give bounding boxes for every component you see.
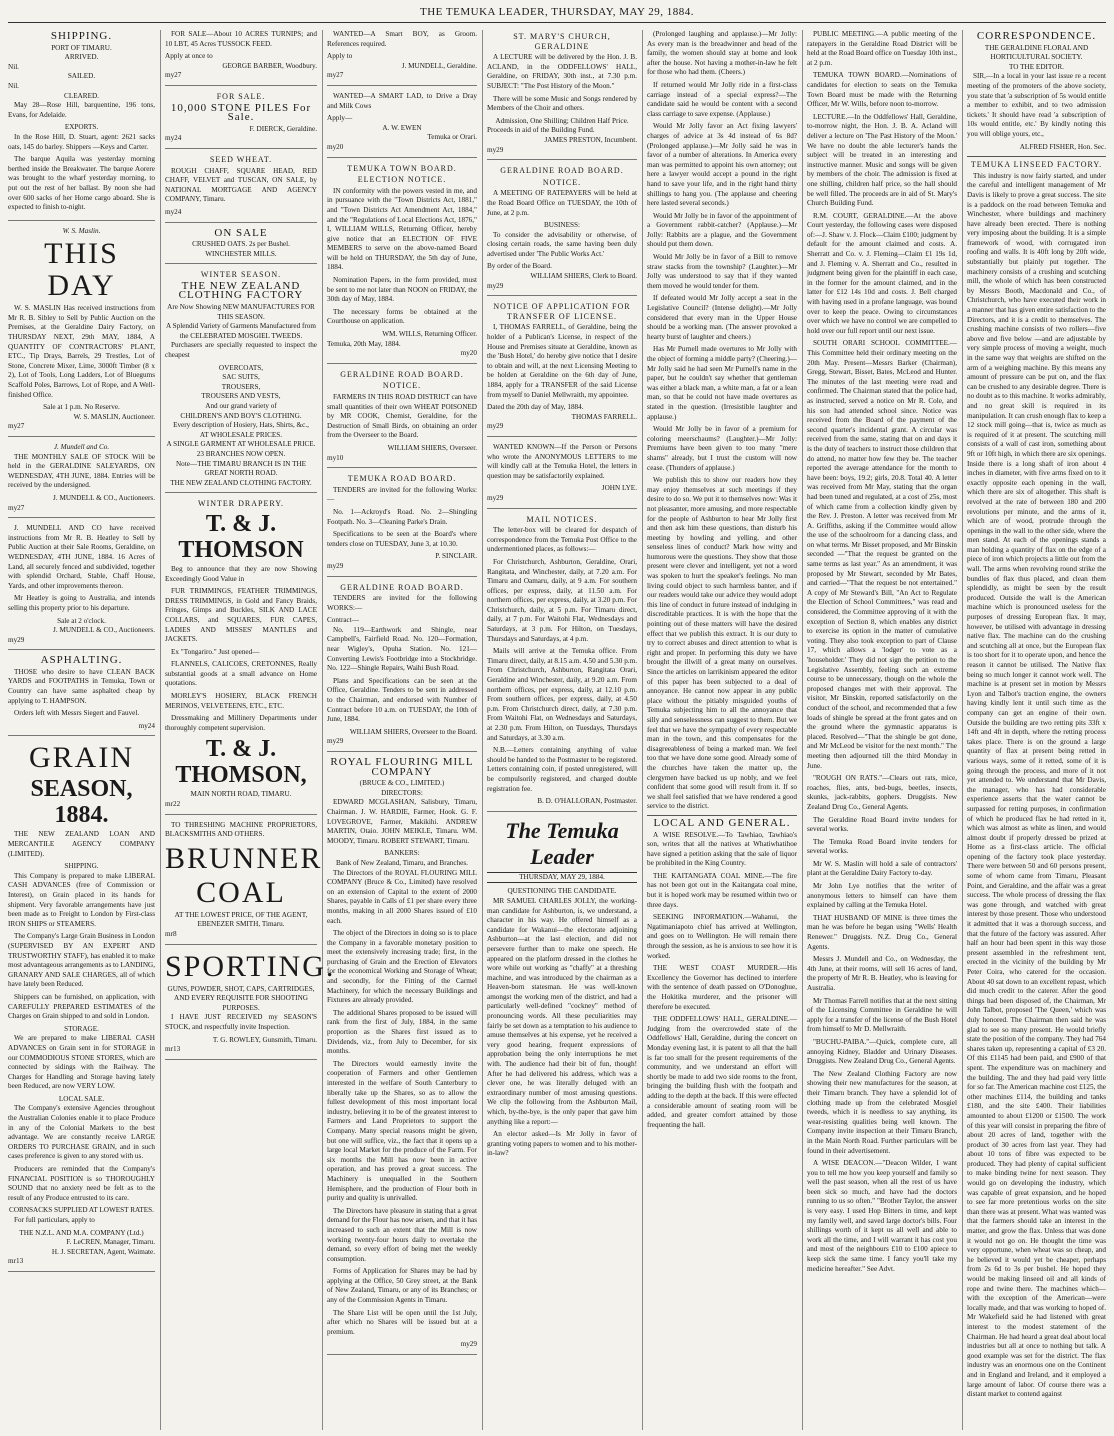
mail-list: For Christchurch, Ashburton, Geraldine, Orari, Rangitata, and Winchester, daily, at 7.20 a.m. For Timaru and Oamaru, daily, at 9 a.m. For southern offices, per express, daily, at 11.50 a.m. For northern offices, per express, daily, at 3.20 p.m. For Christchurch, daily, at 5 p.m. For Timaru direct, daily, at 7 p.m. For Waitohi Flat, Wednesdays and Saturdays, at 3 p.m. For Hilton, on Tuesdays, Thursdays and Saturdays, at 4 p.m.: [487, 557, 637, 643]
asphalting-heading: ASPHALTING.: [40, 654, 123, 667]
column-rule: [322, 30, 323, 1430]
thomson-items-2: FLANNELS, CALICOES, CRETONNES, Really substantial goods at a small advance on Home quotations.: [165, 660, 317, 688]
royal-text-6: Forms of Application for Shares may be had by applying at the Office, 50 Grey street, at the Bank of New Zealand, Timaru, or any of its Branches; or any of the Commission Agents in Timaru.: [327, 1267, 477, 1305]
postmaster-name: B. D. O'HALLORAN, Postmaster.: [537, 797, 637, 806]
purchasers-text: Purchasers are specially requested to inspect the cheapest: [165, 341, 317, 360]
storage-heading: STORAGE.: [64, 1024, 99, 1033]
clothing-factory-heading: THE NEW ZEALAND CLOTHING FACTORY: [178, 279, 304, 302]
tenders-text: TENDERS are invited for the following Works:—: [327, 485, 477, 504]
mundell-name: J. MUNDELL & CO., Auctioneers.: [53, 493, 155, 502]
tender-items: No. 1—Ackroyd's Road. No. 2—Shingling Footpath. No. 3—Cleaning Parke's Drain.: [327, 507, 477, 526]
royal-text-5: The Directors have pleasure in stating that a great demand for the Flour has now arisen, and that it has increased to such an extent that the Mill is now working twenty-four hours daily to overtake the demand, so every effort of being met the weekly consumption.: [327, 1206, 477, 1263]
crushed-oats-ad: [165, 226, 317, 265]
sale-time: Sale at 2 o'clock.: [57, 616, 106, 625]
geraldine-road-board-heading: GERALDINE ROAD BOARD.: [340, 582, 464, 592]
farrell-date: Dated the 20th day of May, 1884.: [487, 403, 584, 412]
music-text: There will be some Music and Songs rendered by Members of the Choir and others.: [487, 94, 637, 113]
local-general-heading: LOCAL AND GENERAL.: [647, 815, 797, 829]
thomson-heading-2: T. & J. THOMSON,: [175, 736, 307, 789]
maslin-signature: W. S. Maslin.: [62, 226, 101, 235]
editorial-cont-5: Would Mr Jolly be in favor of a Bill to remove straw stacks from the township? (Laughter.)—Mr Jolly was understood to say that if they wanted them moved he would tender for them.: [647, 253, 797, 290]
linseed-text: This industry is now fairly started, and under the careful and intelligent management of Mr Davis is likely to prove a great success. The site is a paddock on the road between Temuka and Winchester, where buildings and machinery have already been erected. There is nothing very imposing about the building. It is a simple framework of wood, with corrugated iron roofing and walls. It is 40ft long by 20ft wide, substantially but plainly put together. The machinery consists of a crushing and scutching mill, the whole of which has been constructed by Messrs Booth, Macdonald and Co., of Christchurch, who have executed their work in a manner that has given entire satisfaction to the Directors, and it is a credit to themselves. The crushing machine consists of two rollers—five above and five below —and are adjustable by very simple process of moving a weight, much in the same way that weights are shifted on the arm of a weighing machine. By this means any amount of pressure can be put on, and the flax can be crushed to any desirable degree. There is no doubt as to this machine. It works admirably, and no great skill is required in its manipulation. It can crush enough flax to keep a 12 stock mill going—that is, twice as much as is required of it at present. The scutching mill consists of a wall of cast iron, something about 9ft or 10ft high, in which there are six openings. Inside there is a long shaft of iron about 4 inches in diameter, with five arms fixed on to it exactly opposite each opening in the wall, which there are six of altogether. This shaft is revolved at the rate of between 180 and 200 revolutions per minute, and the arms of it, which are of wood, protrude through the openings in the wall to the other side, where the men stand. At each of the openings stands a man holding a quantity of flax on the edge of a piece of iron which projects a little out from the wall. The arms when revolving round strike the bundles of flax thus placed, and clean them splendidly, as might be seen by the result produced. Outside the wall is the American machine which is pronounced useless for the purposes of dressing European flax. It may, however, be utilised with advantage in dressing native flax. The machine can do the crushing and scutching all at once, but the European flax is too short for it to operate upon, and hence the reason it cannot be utilised. The Native flax being so much longer it cannot work well. The machine is at present set in motion by Messrs Lyon and Talbot's traction engine, the owners having kindly lent it until such time as the company can get an engine of their own. Outside the building are two retting pits 33ft x 14ft and 4ft in depth, where the retting process takes place. There is on the ground a large quantity of flax at present being retted in various ways, some of it retted, some of it is going through the process, and more of it not yet attended to. We understand that Mr Davis, the manager, who has had considerable experience asserts that the water cannot be surpassed for retting purposes, in confirmation of which he produced flax he had retted in it, which was almost as white as linen, and would almost doubt if properly dressed be prized at Home as a first-class article. The official opening of the factory took place yesterday. There were between 50 and 60 persons present, some of whom came from Timaru, Pleasant Point, and Geraldine, and the affair was a great success. The whole process of dressing the flax was gone through, and watched with great interest by those present. Those who understood it admitted that it was a thorough success, and that the future of the factory was assured. After half an hour had been spent in this way those present assembled in the refreshment tent, erected in the vicinity of the building by Mr Peter Coira, who catered for the occasion. About 40 sat down to an excellent repast, which did much credit to the caterer. After the good things had been disposed of, the Chairman, Mr John Talbot, proposed 'The Queen,' which was duly honored. The Chairman then said he was glad to see so many present. He would briefly state the position of the company. They had 764 shares taken up, representing a capital of £3 20. Of this £1145 had been paid, and £900 of that spent. The expenditure was on machinery and the building. The and they had paid very little for so far. The American machine cost £125, the other machines £114, the building and tanks £180, and the site £400. Their liabilities amounted to about £1200 or £1500. The work of this year will consist in preparing the fibre of about 20 acres of land, together with the product of 30 acres from last year. They had about 10 tons of fibre was expected to be produced. They had plenty of capital sufficient to make binding twine for next season. They would go on developing the industry, which was capable of great expansion, and he hoped to see far more pretentious works on the site than there was at present. What was wanted was that the farmers should take an interest in the matter, and grow the flax. Unless that was done it would not go on. He thought the time was very opportune, when wheat was so cheap, and he believed it would yet be cheaper, perhaps from 2s 6d to 3s per bushel. He hoped they would be making linseed oil and all kinds of rope and twine there. The machines which—with the exception of the American—were locally made, and that was working to hoped of. Mr Wakefield said he had listened with great interest to the modest statement of the Chairman. He had heard a great deal about local industries but all at once to nothing but talk. A good example was set for the district. The flax industry was an enormous one on the Continent and in England and Ireland, and it employed a large amount of labor. Of course there was a distant market to contend against: [967, 171, 1106, 1399]
wills-date: Temuka, 20th May, 1884.: [327, 339, 401, 348]
stone-piles-text: 10,000 STONE PILES For Sale.: [170, 101, 312, 124]
sac-suits: SAC SUITS,: [222, 373, 260, 382]
exports-text: In the Rose Hill, D. Stuart, agent: 2621 sacks oats, 145 do barley. Shippers —Keys and Carter.: [8, 132, 155, 151]
local-sale-heading: LOCAL SALE.: [58, 1094, 105, 1103]
for-sale-heading: FOR SALE.: [216, 91, 266, 101]
shipping-text-2: The Company's Large Grain Business in London (SUPERVISED BY AN EXPERT AND TRUSTWORTHY STAFF), has enabled it to make most advantageous arrangements as to LANDING, GRANARY AND SALE CHARGES, all of which have lately been Reduced.: [8, 932, 155, 989]
column-7: [967, 30, 1106, 1430]
business-text: To consider the advisability or otherwise, of closing certain roads, the same having been duly advertised under 'The Public Works Act.': [487, 230, 637, 258]
season-heading: SEASON, 1884.: [30, 776, 133, 829]
road-board-heading: GERALDINE ROAD BOARD.: [340, 369, 464, 379]
local-item: Messrs J. Mundell and Co., on Wednesday, the 4th June, at their rooms, will sell 16 acres of land, the property of Mr R. B. Heatley, who is leaving for Australia.: [807, 955, 957, 992]
lye-name: JOHN LYE.: [601, 484, 637, 493]
tenders-text-2: TENDERS are invited for the following WORKS:—: [327, 594, 477, 612]
local-item: The New Zealand Clothing Factory are now showing their new manufactures for the season, at their Timaru branch. They have a splendid lot of clothing made up from the celebrated Mosgiel tweeds, which it is needless to say anything, its wear-resisting qualities being well known. The Company invite inspection at their Timaru Branch, in the Main North Road. Further particulars will be found in their advertisement.: [807, 1069, 957, 1155]
admission-text: Admission, One Shilling; Children Half Price.: [495, 116, 629, 125]
trousers-vests: TROUSERS AND VESTS,: [201, 392, 281, 401]
farrell-text: I, THOMAS FARRELL, of Geraldine, being the holder of a Publican's License, in respect of the House and Premises situate at Geraldine, known as the 'Bush Hotel,' do hereby give notice that I desire to obtain and will, at the next Licensing Meeting to be holden at Geraldine on the 6th day of June, 1884, apply for a TRANSFER of the said License from myself to Daniel Mellwraith, my appointee.: [487, 323, 637, 399]
stone-piles-ad: [165, 92, 317, 149]
mundell-land-ad: [8, 524, 155, 650]
mail-notices: [487, 515, 637, 812]
overcoats: OVERCOATS,: [218, 363, 264, 372]
bank-name: Bank of New Zealand, Timaru, and Branches.: [336, 858, 468, 867]
monthly-sale-text: THE MONTHLY SALE OF STOCK Will be held in the GERALDINE SALEYARDS, ON WEDNESDAY, 4TH JUNE, 1884. Entries will be received by the undersigned.: [8, 452, 155, 490]
road-board-heading: GERALDINE ROAD BOARD.: [500, 166, 624, 176]
column-rule: [642, 30, 643, 1430]
linseed-heading: TEMUKA LINSEED FACTORY.: [967, 156, 1106, 170]
hosiery-line: Every description of Hosiery, Hats, Shirts, &c.,: [173, 421, 309, 430]
ad-code: my27: [327, 71, 344, 80]
column-4: [487, 30, 637, 1430]
heatley-text: Mr Heatley is going to Australia, and intends selling this property prior to his departure.: [8, 594, 155, 612]
royal-flouring-ad: [327, 758, 477, 1355]
wanted-lad-text: WANTED—A SMART LAD, to Drive a Dray and Milk Cows: [327, 91, 477, 110]
childrens-clothing: CHILDREN'S AND BOY'S CLOTHING.: [180, 411, 302, 420]
port-heading: PORT OF TIMARU.: [51, 43, 112, 52]
barque-text: The barque Aquila was yesterday morning berthed inside the Breakwater. The barque Aorere was brought to the wharf yesterday morning, to put out the rest of her ballast. By noon she had over 600 sacks of her Home cargo aboard. She is expected to finish to-night.: [8, 155, 155, 212]
barber-ad: [165, 30, 317, 86]
column-rule: [962, 30, 963, 1430]
shiers-name: WILLIAM SHIERS, Clerk to Board.: [530, 272, 637, 281]
ad-code: my10: [327, 453, 344, 462]
ad-code: mr22: [165, 800, 181, 809]
local-item: "BUCHU-PAIBA."—Quick, complete cure, all annoying Kidney, Bladder and Urinary Diseases. Druggists. New Zealand Drug Co., General Agents.: [807, 1037, 957, 1066]
asphalting-text: THOSE who desire to have CLEAN BACK YARDS and FOOTPATHS in Temuka, Town or Country can have same asphalted cheap by applying to T. HAMPSON.: [8, 667, 155, 705]
farrell-name: THOMAS FARRELL.: [571, 412, 637, 421]
royal-text-3: The additional Shares proposed to be issued will rank from the first of July, 1884, in the same proportion as the Shares first issued as to Dividends, viz., from July to December, for six months.: [327, 1008, 477, 1056]
mundell-stock-ad: [8, 443, 155, 518]
thomson-heading: T. & J. THOMSON: [178, 510, 304, 563]
ad-code: mr13: [8, 1257, 24, 1266]
shiers-name-2: WILLIAM SHIERS, Overseer to the Board.: [349, 727, 477, 736]
shipping-section: [8, 32, 155, 221]
clothing-factory-signature: THE NEW ZEALAND CLOTHING FACTORY.: [170, 478, 312, 487]
brunner-coal-ad: [165, 820, 323, 945]
local-item-4: THE WEST COAST MURDER.—His Excellency the Governor has declined to interfere with the sentence of death passed on O'Donoghue, the Hokitika murderer, and the prisoner will therefore be executed.: [647, 964, 797, 1011]
column-rule: [160, 30, 161, 1430]
lecture-text: A LECTURE will be delivered by the Hon. J. B. ACLAND, in the ODDFELLOWS' HALL, Geraldine, on FRIDAY, 30th inst., at 7.30 p.m. SUBJECT: "The Post History of the Moon.": [487, 53, 637, 90]
royal-text-4: The Directors would earnestly invite the cooperation of Farmers and other Gentlemen interested in the welfare of South Canterbury to liberally take up the Shares, so as to allow the fullest development of this most important local industry, believing it to be of the greatest interest to Farmers and Land Proprietors to support the Company. Many special reasons might be given, but one will suffice, viz., the fact that it opens up a large local Market for the produce of the Farm. For six months the Mill has now been in active operation, and has proved a great success. The Machinery is unequalled in the Southern Hemisphere, and the production of Flour both in purity and quality is unrivalled.: [327, 1059, 477, 1203]
lowest-price: AT THE LOWEST PRICE, OF THE AGENT,: [174, 910, 308, 919]
mundell-name: J. MUNDELL & CO., Auctioneers.: [53, 626, 155, 635]
agent-name: H. J. SECRETAN, Agent, Waimate.: [51, 1247, 155, 1256]
grand-variety: And our grand variety of: [205, 402, 277, 410]
sinclair-name: P. SINCLAIR.: [435, 552, 477, 561]
local-item: A WISE DEACON.—"Deacon Wilder, I want you to tell me how you keep yourself and family so well the past season, when all the rest of us have been sick so much, and have had the doctors running to us so often." "Brother Taylor, the answer is very easy. I used Hop Bitters in time, and kept my family well, and saved large doctor's bills. Four shillings worth of it kept us all well and able to work all the time, and I will warrant it has cost you and most of the neighbours £10 to £100 apiece to keep sick the same time. I fancy you'll take my medicine hereafter." See Advt.: [807, 1159, 957, 1273]
temuka-tenders-ad: [327, 474, 477, 576]
royal-text: The Directors of the ROYAL FLOURING MILL COMPANY (Bruce & Co., Limited) have resolved on an extension of Capital to the extent of 2000 Shares, payable in Calls of £1 per share every three months, making in all 2000 Shares issued of £10 each.: [327, 868, 477, 925]
ad-code: my27: [165, 71, 182, 80]
newspaper-title: The Temuka Leader: [505, 817, 619, 869]
shipping-heading: SHIPPING.: [50, 30, 113, 42]
royal-flouring-heading: ROYAL FLOURING MILL COMPANY: [330, 756, 474, 778]
seed-wheat-heading: SEED WHEAT.: [209, 154, 273, 164]
local-item: Mr W. S. Maslin will hold a sale of contractors' plant at the Geraldine Dairy Factory to-day.: [807, 859, 957, 878]
ad-code: my29: [8, 635, 25, 644]
winter-drapery-heading: WINTER DRAPERY.: [198, 499, 284, 509]
ad-code: my29: [487, 145, 504, 154]
ewen-name: A. W. EWEN: [382, 123, 422, 132]
column-rule: [482, 30, 483, 1430]
royal-text-7: The Share List will be open until the 1st July, after which no Shares will be issued but at a premium.: [327, 1308, 477, 1336]
editorial-cont-3: Would Mr Jolly favor an Act fixing lawyers' charges of advice at 3s 4d instead of 6s 8d? (Prolonged applause.)—Mr Jolly said he was in favor of a number of alterations. In America every man was permitted to appoint his own attorney; out here a lawyer would accept a pound in the right hand to save your life, and in the right hand thirty shillings to hang you. (The applause and cheering here lasted several seconds.): [647, 122, 797, 208]
meeting-text: A MEETING OF RATEPAYERS will be held at the Road Board Office on TUESDAY, the 10th of June, at 2 p.m.: [487, 189, 637, 217]
ad-code: mr8: [165, 930, 177, 938]
notice-heading: NOTICE.: [542, 177, 582, 187]
royal-sub: (BRUCE & CO., LIMITED.): [359, 779, 445, 788]
mail-text: The letter-box will be cleared for despatch of correspondence from the Temuka Post Office to the undermentioned places, as follows:—: [487, 526, 637, 554]
temuka-road-board-heading: TEMUKA ROAD BOARD.: [347, 474, 457, 484]
winchester-mills: WINCHESTER MILLS.: [205, 249, 277, 258]
local-item-2: THE KAITANGATA COAL MINE.—The fire has not been got out in the Kaitangata coal mine, but it is hoped work may be resumed within two or three days.: [647, 871, 797, 909]
storage-text: We are prepared to make LIBERAL CASH ADVANCES on Grain sent in for STORAGE in our COMMODIOUS STONE STORES, which are connected by sidings with the Railway. The Charges for Handling and Storage having lately been Reduced, are now VERY LOW.: [8, 1034, 155, 1091]
ad-code: my29: [460, 1340, 477, 1349]
local-item-5: THE ODDFELLOWS' HALL, GERALDINE.—Judging from the overcrowded state of the Oddfellows' Hall, Geraldine, during the concert on Monday evening last, it is patent to all that the hall is far too small for the present requirements of the community, and we understand an effort will shortly be made to add two side rooms to the front, bringing the building flush with the footpath and adding to the depth at the back. If this were effected a considerable amount of seating room will be added, and greater comfort attained by those frequenting the hall.: [647, 1015, 797, 1129]
crushed-oats-text: CRUSHED OATS. 2s per Bushel.: [192, 240, 290, 249]
tender2-spec: Plans and Specifications can be seen at the Office, Geraldine. Tenders to be sent in addressed to the Chairman, and endorsed with Number of Contract before 10 a.m. on TUESDAY, the 10th of June, 1884.: [327, 676, 477, 724]
local-item: PUBLIC MEETING.—A public meeting of the ratepayers in the Geraldine Road District will be held at the Road Board office on Tuesday 10th inst., at 2 p.m.: [807, 30, 957, 67]
mail-heading: MAIL NOTICES.: [526, 514, 598, 524]
ad-code: my29: [487, 281, 504, 290]
editorial-text: MR SAMUEL CHARLES JOLLY, the working-man candidate for Ashburton, is, we understand, a character in his way. He offered himself as a candidate for Wakanui—the electorate adjoining Ashburton—at the last election, and did not persevere further than to make one speech. He appeared on the platform dressed in the clothes he wore while out working as "chaffy" at a threshing machine, and was introduced by the chairman as a Heaven-born statesman. He was well-known amongst the working men of the district, and had a particularly well-defined "cockney" method of pronouncing words. All these peculiarities may fairly be set down as a temptation to his audience to amuse themselves at his expense, yet he received a very good hearing, frequent expressions of approbation being the only interruptions he met with. The audience had their bit of fun, though! After he had delivered his address, which was a clever one, he was literally deluged with an extraordinary number of most amusing questions. We clip the following from the Ashburton Mail, which, by-the-bye, is the only paper that gave him anything like a report:—: [487, 896, 637, 1126]
local-item: Mr John Lye notifies that the writer of anonymous letters to himself can have them explained by calling at the Temuka Hotel.: [807, 882, 957, 910]
ratepayers-ad: [487, 166, 637, 296]
shipping-subheading: SHIPPING.: [64, 862, 99, 871]
farmers-text: FARMERS IN THIS ROAD DISTRICT can have small quantities of their own WHEAT POISONED by MR COOK, Chemist, Geraldine, for the Destruction of Small Birds, on obtaining an order from the Overseer to the Board.: [327, 393, 477, 440]
local-item-1: A WISE RESOLVE.—To Tawhiao, Tawhiao's son, writes that all the natives at Whatiwhatihoe have signed a petition asking that the sale of liquor be prohibited in the King Country.: [647, 830, 797, 868]
editorial-cont-4: Would Mr Jolly be in favor of the appointment of a Government rabbit-catcher? (Applause.)—Mr Jolly: Rabbits are a plague, and the Government should put them down.: [647, 211, 797, 249]
tender2-items: No. 119—Earthwork and Shingle, near Campbell's, Fairfield Road. No. 120—Formation, near Wigley's, Opuha Station. No. 121—Converting Lewis's Footbridge into a Stockbridge. No. 122—Shingle Repairs, Waihi Bush Road.: [327, 625, 477, 673]
local-item: R.M. COURT, GERALDINE.—At the above Court yesterday, the following cases were disposed of:—J. Shaw v. J. Flock—Claim £100; judgment by default for the amount claimed and costs. A. Sherratt and Co. v. J. Fleming—Claim £1 19s 1d, and J. Fleming v. A. Sherratt and Co., resulted in judgment being given for the plaintiff in each case, in the former for the amount claimed, and in the latter for £12 14s 10d and costs. J. Bell charged with having used in a profane language, was bound over to keep the peace. Owing to circumstances over which we have no control we are compelled to hold over our full report until our next issue.: [807, 211, 957, 335]
company-name: THE NEW ZEALAND LOAN AND MERCANTILE AGENCY COMPANY (LIMITED).: [8, 830, 155, 858]
this-day-heading: THIS DAY: [44, 237, 119, 303]
church-heading: ST. MARY'S CHURCH, GERALDINE: [513, 32, 611, 51]
nb-text: N.B.—Letters containing anything of value should be handed to the Postmaster to be registered. Letters containing coin, if posted unregistered, will be compulsorily registered, and charged double registration fee.: [487, 746, 637, 793]
seed-wheat-text: ROUGH CHAFF, SQUARE HEAD, RED CHAFF, VELVET and TUSCAN, ON SALE, by NATIONAL MORTGAGE AND AGENCY COMPANY, Timaru.: [165, 166, 317, 204]
sporting-ad: [165, 949, 336, 1060]
notice-heading: NOTICE.: [382, 381, 422, 391]
further-particulars: For full particulars, apply to: [14, 1216, 95, 1224]
mundell-signature: J. Mundell and Co.: [53, 443, 110, 451]
local-item: TEMUKA TOWN BOARD.—Nominations of candidates for election to seats on the Temuka Town Board must be made with the Returning Officer, Mr W. Wills, before noon to-morrow.: [807, 71, 957, 109]
town-board-heading: TEMUKA TOWN BOARD.: [347, 163, 457, 173]
lecture-ad: [487, 32, 637, 160]
asphalting-ad: [8, 656, 155, 736]
royal-text-2: The object of the Directors in doing so is to place the Company in a favorable monetary position to meet the extensively increasing trade; first, in the purchasing of Grain and the Erection of Elevators for the economical Working and Storage of Wheat; and secondly, for the Fitting of the Carmel Machinery, for which the necessary Buildings and Fixtures are already provided.: [327, 929, 477, 1005]
society-heading: THE GERALDINE FLORAL AND HORTICULTURAL SOCIETY.: [984, 43, 1089, 62]
apply-line: Apply to: [327, 52, 353, 61]
wills-name: WM. WILLS, Returning Officer.: [382, 330, 477, 339]
column-3: [327, 30, 477, 1430]
bankers-heading: BANKERS:: [384, 849, 420, 858]
geraldine-tenders-ad: [327, 583, 477, 753]
ad-code: my29: [327, 561, 344, 570]
directors-heading: DIRECTORS:: [381, 788, 423, 797]
tongariro-line: Ex "Tongariro." Just opened—: [171, 647, 260, 656]
barber-name: GEORGE BARBER, Woodbury.: [222, 61, 317, 70]
ad-code: my27: [8, 422, 25, 431]
wholesale-prices: AT WHOLESALE PRICES.: [199, 430, 283, 439]
shipping-text-1: This Company is prepared to make LIBERAL CASH ADVANCES (free of Commission or Interest), on Grain placed in its hands for shipment. Very favorable arrangements have just been made as to Freight to London by First-class IRON SHIPS or STEAMERS.: [8, 871, 155, 928]
ad-code: my24: [138, 721, 155, 730]
thomson-items: FUR TRIMMINGS, FEATHER TRIMMINGS, DRESS TRIMMINGS, in Gold and Fancy Braids, Fringes, Gimps and Buckles, SILK AND LACE COLLARS, and SQUARES, FUR CAPES, LADIES AND MISSES' MANTLES and JACKETS.: [165, 587, 317, 644]
ad-code: my20: [327, 142, 344, 151]
cornsacks-line: CORNSACKS SUPPLIED AT LOWEST RATES.: [9, 1206, 154, 1215]
election-notice-heading: ELECTION NOTICE.: [357, 175, 447, 185]
local-item: The Geraldine Road Board invite tenders for several works.: [807, 815, 957, 834]
letter-text: SIR,—In a local in your last issue re a recent meeting of the promoters of the above society, you state that 'a subscription of 5s would entitle a member to exhibit, and to two admission tickets.' It should have read 'a subscription of 10s would entitle, etc.' By kindly noting this you will oblige yours, etc.,: [967, 72, 1106, 138]
transfer-heading: NOTICE OF APPLICATION FOR TRANSFER OF LICENSE.: [493, 302, 631, 321]
cleared-heading: CLEARED.: [64, 91, 99, 100]
seed-wheat-ad: [165, 155, 317, 223]
proceeds-text: Proceeds in aid of the Building Fund.: [487, 126, 595, 135]
fisher-name: ALFRED FISHER, Hon. Sec.: [1019, 142, 1106, 151]
local-item: Mr Thomas Farrell notifies that at the next sitting of the Licensing Committee in Geraldine he will apply for a transfer of the license of the Bush Hotel from himself to Mr D. Mellwraith.: [807, 996, 957, 1034]
business-heading: BUSINESS:: [544, 221, 580, 230]
column-5: [647, 30, 797, 1430]
winter-season-heading: WINTER SEASON.: [200, 270, 282, 280]
thomson-items-3: MORLEY'S HOSIERY, BLACK FRENCH MERINOS, VELVETEENS, ETC., ETC.: [165, 692, 317, 710]
grain-heading: GRAIN: [29, 741, 134, 775]
to-editor: TO THE EDITOR.: [1009, 62, 1064, 71]
thomson-intro: Beg to announce that they are now Showing Exceedingly Good Value in: [165, 564, 317, 583]
sporting-items: GUNS, POWDER, SHOT, CAPS, CARTRIDGES, AND EVERY REQUISITE FOR SHOOTING PURPOSES.: [167, 984, 315, 1012]
editorial-date: THURSDAY, MAY 29, 1884.: [487, 872, 637, 884]
company-signature: THE N.Z.L. AND M.A. COMPANY (Ltd.): [19, 1228, 144, 1237]
timaru-branch-note: Note—THE TIMARU BRANCH IS IN THE GREAT NORTH ROAD.: [175, 459, 307, 478]
wheat-poison-ad: [327, 370, 477, 468]
ewen-location: Temuka or Orari.: [427, 133, 477, 142]
on-sale-heading: ON SALE: [214, 226, 268, 239]
thomson-address: MAIN NORTH ROAD, TIMARU.: [190, 790, 292, 799]
ad-code: my20: [460, 349, 477, 358]
mundell-name: J. MUNDELL, Geraldine.: [401, 61, 477, 70]
local-item: The Temuka Road Board invite tenders for several works.: [807, 837, 957, 856]
rowley-name: T. G. ROWLEY, Gunsmith, Timaru.: [212, 1035, 317, 1044]
local-item: THAT HUSBAND OF MINE is three times the man he was before he began using "Wells' Health Renewer." Druggists. N.Z. Drug Co., General Agents.: [807, 913, 957, 951]
wanted-boy-ad: [327, 30, 477, 86]
sporting-heading: SPORTING.: [165, 949, 336, 983]
election-text-2: Nomination Papers, in the form provided, must be sent to me not later than NOON on FRIDAY, the 30th day of May, 1884.: [327, 276, 477, 304]
single-garment: A SINGLE GARMENT AT WHOLESALE PRICE.: [166, 440, 316, 449]
local-item: SOUTH ORARI SCHOOL COMMITTEE.—This Committee held their ordinary meeting on the 20th May. Present—Messrs Barker (Chairman), Gregg, Stewart, Bisset, Bates, McLeod and Hunter. The minutes of the last meeting were read and confirmed. The Chairman stated that the police had, as instructed, served a notice on Mr R. Cole, and his son had attended school since. Notice was received from the Board of the payment of the second quarter's incidental grant. A circular was received from the same, stating that on and days it is the duty of teachers to instruct those children that do attend, no matter how few they be. The teacher reported the average attendance for the month to have been: boys, 19.2; girls, 20.8. Total 40. A letter was received from Mr May, stating that the organ had been tuned and regulated, at a cost of 25s, most of which came from a collection kindly given by the Rev. J. Preston. A letter was received from Mr A. Griffiths, asking if the Committee would allow the use of the schoolroom for a dancing class, and on what terms. Mr Bisset proposed, and Mr Binskin seconded —"That the request be granted on the same terms as last year." As an amendment, it was proposed by Mr Stewart, seconded by Mr Bates, and carried—"That the request be not entertained." A copy of Mr Steward's Bill, "An Act to Regulate the Election of School Committees," was read and considered, the Committee approving of it with the exception of Section 8, which enables any district to exercise its option in the matter of cumulative voting. They also took exception to part of Clause 17, which allows a 'lodger' to vote as a 'householder.' They did not sign the petition to the Legislative Assembly, feeling such an extreme course to be unnecessary, though on the whole the proposed changes met with their approval. The visitor, Mr Binskin, reported satisfactorily on the conduct of the school, and recommended that a few loads of shingle be spread at the front gates and on the ground where the gymnastic apparatus is placed. Resolved—"That the shingle be got done, and Mr McLeod be visitor for the next month." The meeting then adjourned till the third Monday in June.: [807, 339, 957, 770]
ad-code: my24: [165, 207, 182, 216]
maslin-name: W. S. MASLIN, Auctioneer.: [73, 412, 155, 421]
ad-code: my24: [165, 134, 182, 143]
exports-heading: EXPORTS.: [64, 123, 99, 132]
have-received-text: I HAVE JUST RECEIVED my SEASON'S STOCK, and respectfully invite Inspection.: [165, 1013, 317, 1031]
ad-code: my29: [327, 737, 344, 746]
masthead-rule: [8, 22, 1106, 23]
election-text-3: The necessary forms be obtained at the Courthouse on application.: [327, 307, 477, 326]
apply-line: Apply at once to: [165, 52, 213, 61]
tender-spec: Specifications to be seen at the Board's where tenders close on TUESDAY, June 3, at 10.30.: [327, 530, 477, 548]
ad-code: my29: [487, 422, 504, 431]
coal-heading: COAL: [196, 875, 286, 909]
threshing-text: TO THRESHING MACHINE PROPRIETORS, BLACKSMITHS AND OTHERS.: [165, 820, 317, 839]
contract-label: Contract—: [327, 616, 359, 625]
shiers-name: WILLIAM SHIERS, Overseer.: [387, 443, 477, 452]
brunner-heading: BRUNNER: [165, 841, 323, 875]
maslin-ad: [8, 227, 155, 437]
ad-code: my27: [8, 503, 25, 512]
order-line: By order of the Board.: [487, 262, 552, 271]
manager-name: F. LeCREN, Manager, Timaru.: [66, 1238, 155, 1247]
editorial-cont-7: Has Mr Purnell made overtures to Mr Jolly with the object of forming a middle party? (Cheering.)—Mr Jolly said he had seen Mr Purnell's name in the paper, but he couldn't say whether that gentleman was either a black man, a white man, a fat or a lean man, so that he could not have made overtures as stated in the question. (Irresistible laughter and applause.): [647, 345, 797, 421]
for-sale-text: FOR SALE—About 10 ACRES TURNIPS; and 10 LBT, 45 Acres TUSSOCK FEED.: [165, 30, 317, 48]
mundell-land-text: J. MUNDELL AND CO have received instructions from Mr R. B. Heatley to Sell by Public Auction at their Sale Rooms, Geraldine, on WEDNESDAY, 4TH JUNE, 1884. 16 Acres of Land, all securely fenced and subdivided, together with splendid Orchard, Stable, Chaff House, Yards, and other improvements thereon.: [8, 524, 155, 590]
maslin-sale-time: Sale at 1 p.m. No Reserve.: [43, 403, 120, 412]
editorial-cont-9: We publish this to show our readers how they may enjoy themselves at such meetings if they desire to do so. We put it to themselves now: Was it not pleasanter, more amusing, and more respectable for the people of Ashburton to hear Mr Jolly first and then ask him these questions, than disturb his meeting by howling and yelling, and other senseless lines of conduct? Mark how witty and humorous were the questions. They show that those present were clever and intelligent, yet not a word was spoken to hurt the speaker's feelings. No man living could object to such harmless banter, and if our readers would take our advice they would adopt this line of conduct in future instead of indulging in discreditable practices. It is with the hope that the pointing out of these matters will have the desired effect that we publish this extract. It is our duty to try to correct abuses and direct attention to what is right and proper. In performing this duty we have brought the illwill of a great many on ourselves. Since the articles on larrikinism appeared the editor of this paper has been subjected to a deal of annoyance. He cannot now appear in any public place without the pitiably misguided youths of Temuka subjecting him to all the annoyance that silly and senselessness can suggest to them. But we feel that we have the sympathy of every respectable man in the town, and this compensates for the disagreeableness of being a marked man. We feel too that we have done some good. Already some of the churches have taken the matter up, the clergymen have backed us up nobly, and we feel confident that some good will result from it. If so we shall feel satisfied that we have rendered a good service to the district.: [647, 476, 797, 811]
arrived-value: Nil.: [8, 62, 19, 71]
apply-line: Apply—: [327, 114, 353, 123]
clothing-factory-ad: [165, 270, 317, 493]
local-sale-text-2: Producers are reminded that the Company's FINANCIAL POSITION is so THOROUGHLY SOUND that no anxiety need be felt as to the result of any Produce entrusted to its care.: [8, 1165, 155, 1202]
maslin-body: W. S. MASLIN Has received instructions from Mr R. B. Sibley to Sell by Public Auction on the Premises, at the Geraldine Dairy Factory, on THURSDAY NEXT, 29th MAY, 1884, A QUANTITY OF CONTRACTORS' PLANT, ETC., Tip Drays, Barrels, 29 Trestles, Lot of Stone, Concrete Mixer, Lime, 3000ft Timber (8 x 2), Lot of Tools, Long Ladders, Lot of Bluegums Scaffold Poles, Barrows, Lot of Rope, and A Well-finished Office.: [8, 304, 155, 399]
directors-list: EDWARD MCGLASHAN, Salisbury, Timaru, Chairman. J. W. HARDIE, Farmer, Hook. G. F. LOVEGROVE, Farmer, Makikihi. ANDREW MARTIN, Otaio. JOHN MEIKLE, Timaru. WM. MOODY, Timaru. ROBERT STEWART, Timaru.: [327, 798, 477, 845]
license-transfer-ad: [487, 302, 637, 437]
shipping-text-3: Shippers can be furnished, on application, with CAREFULLY PREPARED ESTIMATES of the Charges on Grain shipped to and sold in London.: [8, 992, 155, 1021]
sailed-value: Nil.: [8, 81, 19, 90]
local-item-3: SEEKING INFORMATION.—Wahanui, the Ngatimaniapoto chief has arrived at Wellington, and goes on to Wellington. He will remain there through the session, as he is anxious to see how it is worked.: [647, 913, 797, 960]
editorial-cont-6: If defeated would Mr Jolly accept a seat in the Legislative Council? (Intense delight).—Mr Jolly considered that every man in the Upper House should be a working man. (The answer provoked a hearty burst of laughter and cheers.): [647, 294, 797, 341]
editorial-cont-1: (Prolonged laughing and applause.)—Mr Jolly: As every man is the breadwinner and head of the family, the women should stay at home and look after the house. Not having a mother-in-law he felt for those who had them. (Cheers.): [647, 30, 797, 77]
clothing-factory-sub: Are Now Showing NEW MANUFACTURES FOR THIS SEASON.: [167, 303, 315, 321]
sailed-heading: SAILED.: [67, 72, 96, 81]
mail-arrive: Mails will arrive at the Temuka office. From Timaru direct, daily, at 8.15 a.m. 4.50 and 5.30 p.m. From Christchurch, Ashburton, Rangitata Orari, Geraldine and Winchester, daily, at 9.20 a.m. From northern offices, per express, daily, at 12.10 p.m. From southern offices, per express, daily, at 4.50 p.m. From Christchurch direct, daily, at 7.30 p.m. From Waitohi Flat, on Wednesdays and Saturdays, at 2.30 p.m. From Hilton, on Tuesdays, Thursdays and Saturdays, at 3.30 a.m.: [487, 647, 637, 742]
smith-name: EBENEZER SMITH, Timaru.: [197, 920, 285, 929]
election-notice-ad: [327, 164, 477, 364]
column-rule: [802, 30, 803, 1430]
cleared-text: May 28—Rose Hill, barquentine, 196 tons, Evans, for Adelaide.: [8, 101, 155, 119]
trousers: TROUSERS,: [221, 382, 261, 391]
preston-name: JAMES PRESTON, Incumbent.: [544, 135, 637, 144]
editorial-text-2: An elector asked—Is Mr Jolly in favor of granting voting papers to women and to his mother-in-law?: [487, 1130, 637, 1158]
correspondence-heading: CORRESPONDENCE.: [976, 30, 1097, 42]
ad-code: my29: [487, 493, 504, 502]
branches-open: 23 BRANCHES NOW OPEN.: [196, 449, 286, 458]
wanted-boy-text: WANTED—A Smart BOY, as Groom. References required.: [327, 30, 477, 48]
mosgiel-tweeds: A Splendid Variety of Garments Manufactured from the CELEBRATED MOSGIEL TWEEDS.: [166, 322, 316, 340]
local-item: LECTURE.—In the Oddfellows' Hall, Geraldine, to-morrow night, the Hon. J. B. A. Acland will deliver a lecture on 'The Past History of the Moon.' We have no doubt the able lecturer's hands the subject will be treated in an interesting and instructive manner. Music and songs will be given by members of the choir. The admission is fixed at one shilling, children half price, so the hall should be well filled. The proceeds are in aid of St. Mary's Church Building Fund.: [807, 112, 957, 208]
editorial-heading: QUESTIONING THE CANDIDATE.: [507, 887, 617, 896]
column-6: [807, 30, 957, 1430]
asphalting-orders: Orders left with Messrs Siegert and Fauvel.: [14, 709, 140, 718]
editorial-cont-2: If returned would Mr Jolly ride in a first-class carriage instead of a special express?—The candidate said he would be content with a second class carriage to save expense. (Applause.): [647, 80, 797, 118]
grain-season-ad: [8, 742, 155, 1272]
ad-code: mr13: [165, 1045, 181, 1054]
column-1: [8, 30, 155, 1430]
local-item: "ROUGH ON RATS."—Clears out rats, mice, roaches, flies, ants, bed-bugs, beetles, insects, skunks, jack-rabbits, gophers. Druggists. New Zealand Drug Co., General Agents.: [807, 774, 957, 811]
election-text: IN conformity with the powers vested in me, and in pursuance with the "Town Districts Act, 1881," and "Town Districts Act Amendment Act, 1884," and the "Regulations of Local Elections Act, 1876," I, WILLIAM WILLS, Returning Officer, hereby give notice that an ELECTION OF FIVE MEMBERS to serve on the above-named Board will be held on THURSDAY, the 5th day of June, 1884.: [327, 186, 477, 272]
dressmaking-text: Dressmaking and Millinery Departments under thoroughly competent supervision.: [165, 714, 317, 732]
local-sale-text: The Company's extensive Agencies throughout the Australian Colonies enable it to place Produce in any of the Colonial Markets to the best advantage. We are constantly receive LARGE ORDERS TO PURCHASE GRAIN, and in such cases preference is given to any stored with us.: [8, 1104, 155, 1161]
wanted-known-text: WANTED KNOWN—If the Person or Persons who wrote the ANONYMOUS LETTERS to me will kindly call at the Temuka Hotel, the letters in question may be satisfactorily explained.: [487, 442, 637, 480]
wanted-known-ad: [487, 443, 637, 509]
dierck-name: F. DIERCK, Geraldine.: [249, 124, 317, 133]
arrived-heading: ARRIVED.: [64, 53, 99, 62]
masthead: THE TEMUKA LEADER, THURSDAY, MAY 29, 1884.: [419, 6, 695, 18]
thomson-drapery-ad: [165, 499, 317, 814]
editorial-cont-8: Would Mr Jolly be in favor of a premium for coloring meerschaums? (Laughter.)—Mr Jolly: Premiums have been given to too many "mere shams" already, but I trust the custom will now cease. (Thunders of applause.): [647, 425, 797, 472]
wanted-lad-ad: [327, 92, 477, 158]
